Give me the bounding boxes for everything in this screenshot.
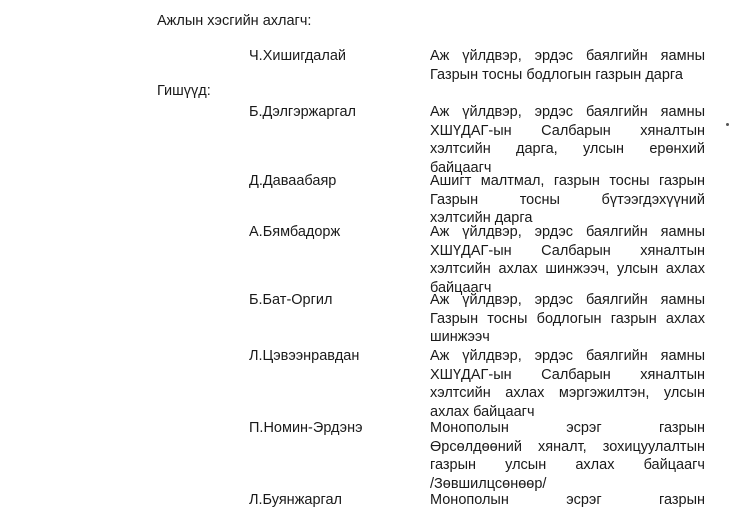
position-line: Монополын эсрэг газрын (430, 492, 705, 508)
member-position (430, 291, 705, 347)
position-line: Аж үйлдвэр, эрдэс баялгийн яамны (430, 292, 705, 308)
member-name: Д.Даваабаяр (249, 173, 337, 189)
position-line: Газрын тосны бүтээгдэхүүний (430, 191, 705, 208)
member-name: Б.Бат-Оргил (249, 292, 333, 308)
position-line: Ашигт малтмал, газрын тосны газрын (430, 173, 705, 189)
position-line: Аж үйлдвэр, эрдэс баялгийн яамны (430, 348, 705, 364)
position-line: хэлтсийн дарга (430, 210, 533, 226)
leader-name: Ч.Хишигдалай (249, 48, 346, 64)
position-line: ХШҮДАГ-ын Салбарын хяналтын (430, 122, 705, 139)
position-line: хэлтсийн ахлах мэргэжилтэн, улсын (430, 385, 705, 401)
member-name: Б.Дэлгэржаргал (249, 104, 356, 120)
position-line: байцаагч (430, 159, 492, 176)
position-line: Аж үйлдвэр, эрдэс баялгийн яамны (430, 104, 705, 120)
position-line: ахлах байцаагч (430, 403, 535, 420)
position-line: Газрын тосны бодлогын газрын ахлах (430, 310, 705, 327)
position-line: шинжээч (430, 329, 490, 345)
position-line: Монополын эсрэг газрын (430, 420, 705, 436)
position-line: ХШҮДАГ-ын Салбарын хяналтын (430, 366, 705, 383)
members-heading: Гишүүд: (157, 83, 211, 99)
position-line: ХШҮДАГ-ын Салбарын хяналтын (430, 242, 705, 259)
member-position (430, 419, 705, 493)
position-line: байцаагч (430, 279, 492, 296)
member-position (430, 103, 705, 177)
position-line: Өрсөлдөөний хяналт, зохицуулалтын (430, 438, 705, 455)
member-name: П.Номин-Эрдэнэ (249, 420, 363, 436)
position-line: хэлтсийн дарга, улсын ерөнхий (430, 141, 705, 157)
position-line: Аж үйлдвэр, эрдэс баялгийн яамны (430, 224, 705, 240)
leader-position (430, 47, 705, 84)
member-position (430, 223, 705, 297)
leader-heading: Ажлын хэсгийн ахлагч: (157, 13, 312, 29)
member-name: Л.Буянжаргал (249, 492, 343, 508)
member-position (430, 491, 705, 510)
position-line: хэлтсийн ахлах шинжээч, улсын ахлах (430, 261, 705, 277)
position-line: газрын улсын ахлах байцаагч (430, 457, 705, 473)
scan-speck (726, 123, 729, 126)
member-name: А.Бямбадорж (249, 224, 341, 240)
member-position (430, 172, 705, 228)
position-line: Аж үйлдвэр, эрдэс баялгийн яамны (430, 48, 705, 64)
position-line: /Зөвшилцсөнөөр/ (430, 475, 547, 492)
member-name: Л.Цэвээнравдан (249, 348, 360, 364)
position-line: Газрын тосны бодлогын газрын дарга (430, 66, 683, 83)
member-position (430, 347, 705, 421)
